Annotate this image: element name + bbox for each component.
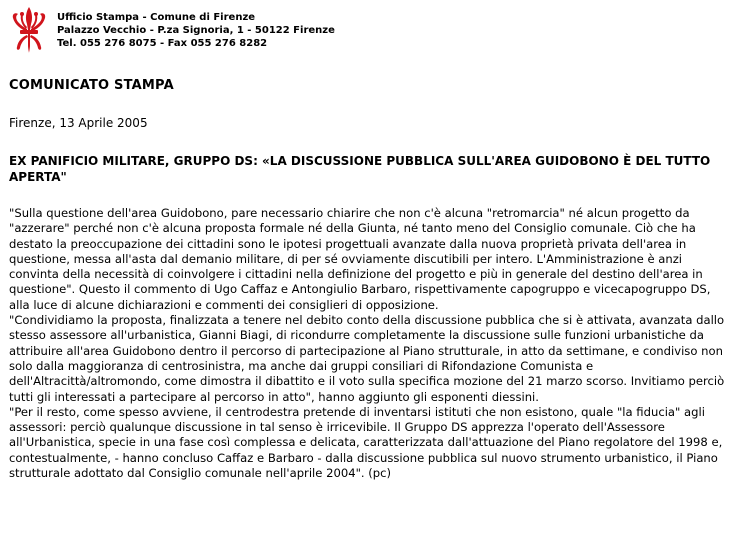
letterhead (9, 5, 729, 57)
document-headline: EX PANIFICIO MILITARE, GRUPPO DS: «LA DISCUSSIONE PUBBLICA SULL'AREA GUIDOBONO È DEL TUTTO APERTA" (9, 154, 711, 184)
body-paragraph-1: "Sulla questione dell'area Guidobono, pare necessario chiarire che non c'è alcuna "retromarcia" né alcun progetto da "azzerare" perché non c'è alcuna proposta formale né della Giunta, né tanto meno del Consiglio comunale. Ciò che ha destato la preoccupazione dei cittadini sono le ipotesi progettuali avanzate dalla nuova proprietà privata dell'area in questione, messa all'asta dal demanio militare, di per sé ovviamente discutibili per intero. L'Amministrazione è anzi convinta della necessità di coinvolgere i cittadini nella definizione del progetto e più in generale del destino dell'area in questione". Questo il commento di Ugo Caffaz e Antongiulio Barbaro, rispettivamente capogruppo e vicecapogruppo DS, alla luce di alcune dichiarazioni e commenti dei consiglieri di opposizione. (9, 206, 711, 312)
body-paragraph-3: "Per il resto, come spesso avviene, il centrodestra pretende di inventarsi istituti che non esistono, quale "la fiducia" agli assessori: perciò qualunque discussione in tal senso è irricevibile. Il Gruppo DS apprezza l'operato dell'Assessore all'Urbanistica, specie in una fase così complessa e delicata, caratterizzata dall'attuazione del Piano regolatore del 1998 e, contestualmente, - hanno concluso Caffaz e Barbaro - dalla discussione pubblica sul nuovo strumento urbanistico, il Piano strutturale adottato dal Consiglio comunale nell'aprile 2004". (pc) (9, 404, 723, 481)
document-date: Firenze, 13 Aprile 2005 (9, 116, 148, 130)
document-kicker: COMUNICATO STAMPA (9, 78, 174, 93)
florence-lily-icon (9, 5, 49, 55)
document-body (9, 206, 731, 481)
office-address: Palazzo Vecchio - P.za Signoria, 1 - 50122 Firenze (57, 25, 335, 36)
office-name: Ufficio Stampa - Comune di Firenze (57, 12, 256, 23)
office-phone: Tel. 055 276 8075 - Fax 055 276 8282 (57, 38, 268, 49)
body-paragraph-2: "Condividiamo la proposta, finalizzata a tenere nel debito conto della discussione pubblica che si è attivata, avanzata dallo stesso assessore all'urbanistica, Gianni Biagi, di ricondurre completamente la discussione sulle funzioni urbanistiche da attribuire all'area Guidobono dentro il percorso di partecipazione al Piano strutturale, in atto da settimane, e condiviso non solo dalla maggioranza di centrosinistra, ma anche dai gruppi consiliari di Rifondazione Comunista e dell'Altracittà/altromondo, come dimostra il dibattito e il voto sulla specifica mozione del 21 marzo scorso. Invitiamo perciò tutti gli interessati a partecipare al percorso in atto", hanno aggiunto gli esponenti diessini. (9, 313, 725, 404)
office-info (57, 11, 335, 50)
